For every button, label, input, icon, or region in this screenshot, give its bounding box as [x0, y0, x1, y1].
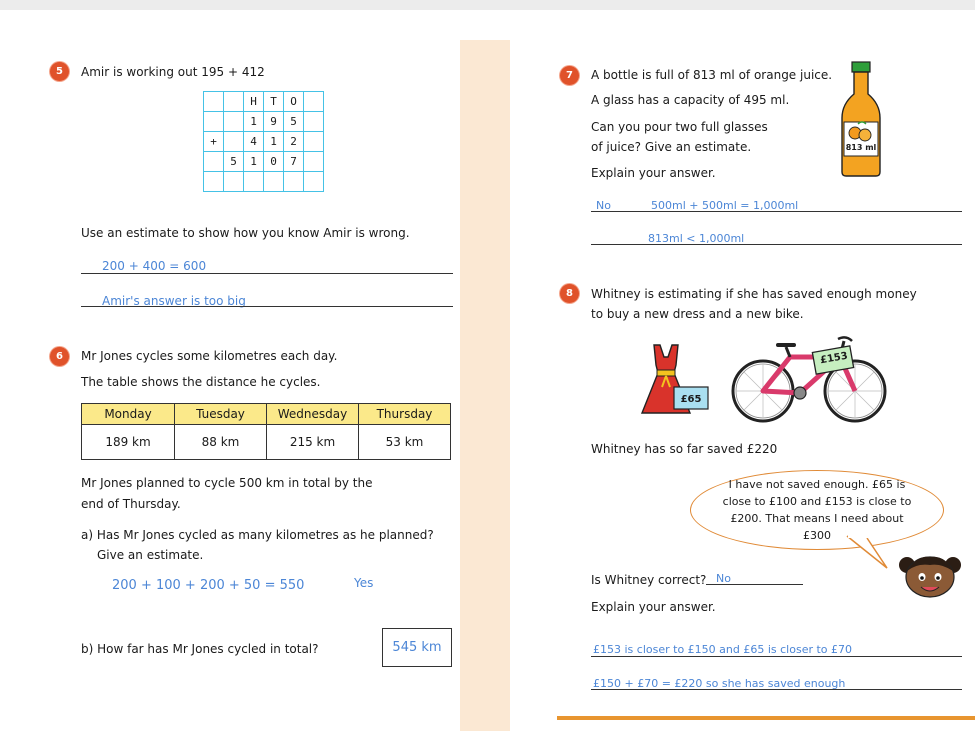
- q5-answer-line-2: [81, 306, 453, 307]
- question-8-question: Is Whitney correct?: [591, 573, 707, 587]
- bike-price-tag: £153: [819, 350, 849, 367]
- question-6-line-1: Mr Jones cycles some kilometres each day.: [81, 349, 338, 363]
- grid-cell: [224, 172, 244, 192]
- dress-price-tag: £65: [680, 394, 702, 405]
- q6-part-a-answer: 200 + 100 + 200 + 50 = 550: [112, 578, 305, 593]
- table-cell: 53 km: [359, 425, 451, 460]
- grid-cell: 7: [284, 152, 304, 172]
- question-6-badge: 6: [50, 347, 69, 366]
- q7-answer-line-2: [591, 244, 962, 245]
- question-8-line-2: to buy a new dress and a new bike.: [591, 307, 804, 321]
- table-header: Thursday: [359, 404, 451, 425]
- question-6-plan-1: Mr Jones planned to cycle 500 km in total by the: [81, 476, 373, 490]
- q8-answer-line-1-text: £153 is closer to £150 and £65 is closer to £70: [593, 643, 853, 656]
- grid-cell: 1: [244, 152, 264, 172]
- question-6-line-2: The table shows the distance he cycles.: [81, 375, 321, 389]
- grid-cell: [284, 172, 304, 192]
- grid-cell: 9: [264, 112, 284, 132]
- question-5-instruction: Use an estimate to show how you know Amir is wrong.: [81, 226, 410, 240]
- table-cell: 215 km: [267, 425, 359, 460]
- grid-cell: 1: [264, 132, 284, 152]
- dress-icon: [640, 343, 712, 419]
- page-gutter: [460, 40, 510, 731]
- question-8-saved: Whitney has so far saved £220: [591, 442, 778, 456]
- q6-part-b-answer-box: 545 km: [382, 628, 452, 667]
- q8-correct-line: [706, 584, 803, 585]
- grid-cell: T: [264, 92, 284, 112]
- grid-cell: O: [284, 92, 304, 112]
- grid-cell: [304, 152, 324, 172]
- question-5-prompt: Amir is working out 195 + 412: [81, 65, 265, 79]
- q7-answer-line-1: [591, 211, 962, 212]
- q7-answer-no: No: [596, 199, 611, 212]
- q8-answer-line-2: [591, 689, 962, 690]
- grid-cell: +: [204, 132, 224, 152]
- speech-bubble-text: I have not saved enough. £65 is close to £100 and £153 is close to £200. That means I need about £300: [722, 478, 912, 542]
- table-header: Monday: [82, 404, 175, 425]
- grid-cell: [224, 92, 244, 112]
- grid-cell: [224, 132, 244, 152]
- q7-answer-line-1-text: 500ml + 500ml = 1,000ml: [651, 199, 799, 212]
- question-7-line-3: Can you pour two full glasses: [591, 120, 768, 134]
- grid-cell: [304, 132, 324, 152]
- place-value-grid: [203, 91, 324, 192]
- grid-cell: 5: [224, 152, 244, 172]
- grid-cell: [204, 172, 224, 192]
- q5-answer-line-1: [81, 273, 453, 274]
- question-8-badge: 8: [560, 284, 579, 303]
- q5-answer-line-2-text: Amir's answer is too big: [102, 294, 246, 308]
- grid-cell: [204, 92, 224, 112]
- question-7-badge: 7: [560, 66, 579, 85]
- question-6-part-a-1: a) Has Mr Jones cycled as many kilometres as he planned?: [81, 528, 434, 542]
- q8-answer-no: No: [716, 572, 731, 585]
- bottle-label: 813 ml: [845, 143, 877, 152]
- table-header: Tuesday: [175, 404, 267, 425]
- q7-answer-line-2-text: 813ml < 1,000ml: [648, 232, 745, 245]
- q8-answer-line-1: [591, 656, 962, 657]
- question-6-part-b: b) How far has Mr Jones cycled in total?: [81, 642, 319, 656]
- question-6-plan-2: end of Thursday.: [81, 497, 181, 511]
- speech-bubble: [690, 470, 944, 550]
- grid-cell: [304, 92, 324, 112]
- page-bottom-rule: [557, 716, 975, 720]
- question-5-badge: 5: [50, 62, 69, 81]
- q8-answer-line-2-text: £150 + £70 = £220 so she has saved enough: [593, 677, 846, 690]
- speech-bubble-tail-icon: [845, 534, 895, 574]
- question-7-line-2: A glass has a capacity of 495 ml.: [591, 93, 790, 107]
- question-7-line-4: of juice? Give an estimate.: [591, 140, 752, 154]
- question-7-line-5: Explain your answer.: [591, 166, 716, 180]
- grid-cell: [304, 172, 324, 192]
- grid-cell: [264, 172, 284, 192]
- top-bar: [0, 0, 975, 10]
- grid-cell: [244, 172, 264, 192]
- girl-avatar-icon: [897, 553, 963, 599]
- table-cell: 88 km: [175, 425, 267, 460]
- grid-cell: [204, 112, 224, 132]
- q6-part-a-yes: Yes: [354, 576, 374, 590]
- table-header: Wednesday: [267, 404, 359, 425]
- grid-cell: [204, 152, 224, 172]
- question-8-line-1: Whitney is estimating if she has saved enough money: [591, 287, 917, 301]
- q5-answer-line-1-text: 200 + 400 = 600: [102, 259, 207, 273]
- distance-table: [81, 403, 451, 460]
- question-8-explain: Explain your answer.: [591, 600, 716, 614]
- grid-cell: [224, 112, 244, 132]
- grid-cell: 5: [284, 112, 304, 132]
- bike-icon: [730, 333, 890, 428]
- question-6-part-a-2: Give an estimate.: [97, 548, 204, 562]
- grid-cell: 1: [244, 112, 264, 132]
- grid-cell: 4: [244, 132, 264, 152]
- grid-cell: 2: [284, 132, 304, 152]
- table-cell: 189 km: [82, 425, 175, 460]
- grid-cell: [304, 112, 324, 132]
- question-7-line-1: A bottle is full of 813 ml of orange juice.: [591, 68, 833, 82]
- grid-cell: H: [244, 92, 264, 112]
- juice-bottle-icon: [838, 60, 884, 178]
- grid-cell: 0: [264, 152, 284, 172]
